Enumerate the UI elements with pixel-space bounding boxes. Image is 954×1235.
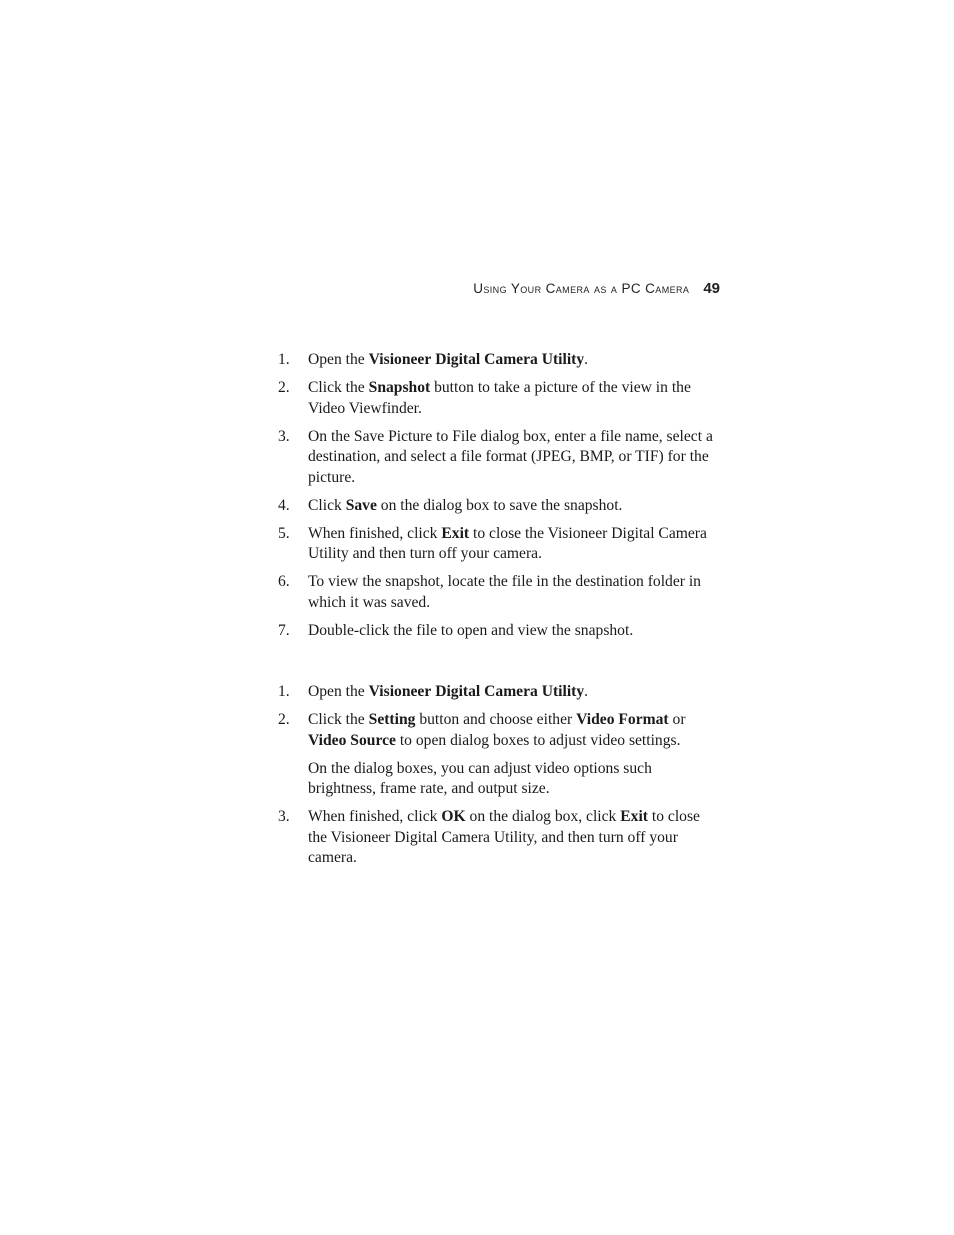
snapshot-steps-list — [0, 350, 954, 649]
step-number: 2. — [278, 711, 290, 728]
step-number: 7. — [278, 621, 290, 639]
page-number: 49 — [703, 280, 720, 297]
step-number: 3. — [278, 427, 290, 445]
step-number: 6. — [278, 573, 290, 590]
list-item: 1. Open the Visioneer Digital Camera Utility. — [0, 682, 718, 703]
list-item: 6. To view the snapshot, locate the file in the destination folder in which it was saved. — [278, 573, 701, 611]
running-header — [473, 280, 720, 297]
list-item: 3. On the Save Picture to File dialog box, enter a file name, select a destination, and select a file format (JPEG, BMP, or TIF) for the picture. — [278, 427, 713, 486]
list-item: 2. Click the Snapshot button to take a picture of the view in the Video Viewfinder. — [278, 379, 691, 417]
step-number: 3. — [278, 808, 290, 825]
list-item: 4. Click Save on the dialog box to save the snapshot. — [0, 496, 718, 517]
video-note-paragraph: On the dialog boxes, you can adjust video options such brightness, frame rate, and output size. — [308, 759, 652, 797]
list-item: 5. When finished, click Exit to close the Visioneer Digital Camera Utility and then turn off your camera. — [278, 524, 707, 562]
list-item: 3. When finished, click OK on the dialog box, click Exit to close the Visioneer Digital Camera Utility, and then turn off your camera. — [278, 808, 700, 866]
list-item: 1. Open the Visioneer Digital Camera Utility. — [0, 350, 718, 371]
step-number: 1. — [278, 351, 290, 368]
video-steps-list — [0, 682, 954, 876]
step-number: 4. — [278, 496, 290, 514]
list-item: 7. Double-click the file to open and view the snapshot. — [0, 621, 718, 642]
step-number: 5. — [278, 524, 290, 542]
list-item: 2. Click the Setting button and choose either Video Format or Video Source to open dialog boxes to adjust video settings. — [278, 711, 686, 749]
chapter-title: Using Your Camera as a PC Camera — [473, 281, 690, 296]
step-number: 2. — [278, 379, 290, 396]
step-number: 1. — [278, 683, 290, 700]
